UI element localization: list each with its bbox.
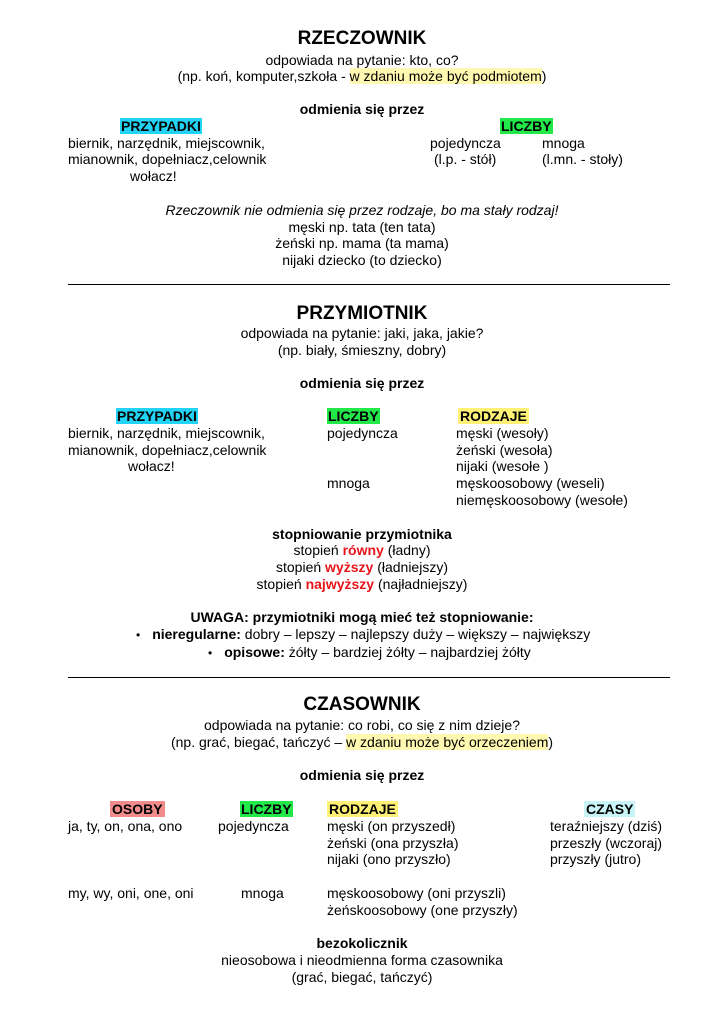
przymiotnik-rodzaj-item: męski (wesoły): [456, 425, 549, 441]
stopien-rowny: stopień równy (ładny): [293, 542, 431, 558]
przymiotnik-odmiana: odmienia się przez: [299, 375, 425, 391]
czasownik-rodzaj-item: męskoosobowy (oni przyszli): [327, 885, 506, 901]
przymiotnik-pojedyncza: pojedyncza: [327, 425, 398, 441]
rzeczownik-example: (np. koń, komputer,szkoła - w zdaniu może być podmiotem): [177, 68, 547, 84]
rzeczownik-title: RZECZOWNIK: [297, 28, 427, 49]
przymiotnik-przypadki-line: mianownik, dopełniacz,celownik: [68, 442, 267, 458]
przymiotnik-mnoga: mnoga: [327, 475, 370, 491]
bullet-icon: •: [136, 628, 141, 642]
nieregularne-item: • nieregularne: dobry – lepszy – najlepszy duży – większy – największy: [136, 626, 591, 642]
czasownik-example: (np. grać, biegać, tańczyć – w zdaniu może być orzeczeniem): [170, 734, 554, 750]
podmiot-highlight: w zdaniu może być podmiotem: [349, 68, 542, 84]
rzeczownik-odmiana: odmienia się przez: [299, 101, 425, 117]
czasownik-osoby-mn: my, wy, oni, one, oni: [68, 885, 194, 901]
przymiotnik-rodzaj-item: nijaki (wesołe ): [456, 458, 549, 474]
rzeczownik-poj-example: (l.p. - stół): [434, 151, 497, 167]
przymiotnik-przypadki-line: biernik, narzędnik, miejscownik,: [68, 425, 265, 441]
rzeczownik-rodzaj-line: nijaki dziecko (to dziecko): [282, 252, 442, 268]
section-divider: [68, 284, 670, 285]
czasownik-title: CZASOWNIK: [303, 694, 421, 715]
czasownik-rodzaj-item: żeński (ona przyszła): [327, 835, 459, 851]
przymiotnik-rodzaj-item: żeński (wesoła): [456, 442, 553, 458]
rzeczownik-przypadki-line: biernik, narzędnik, miejscownik,: [68, 135, 265, 151]
rzeczownik-pojedyncza: pojedyncza: [430, 135, 501, 151]
czasownik-rodzaj-item: męski (on przyszedł): [327, 818, 456, 834]
przymiotnik-rodzaj-item: męskoosobowy (weseli): [456, 475, 605, 491]
rzeczownik-question: odpowiada na pytanie: kto, co?: [265, 52, 459, 68]
czasownik-czas-item: teraźniejszy (dziś): [550, 818, 663, 834]
rzeczownik-rodzaj-line: żeński np. mama (ta mama): [275, 235, 449, 251]
orzeczenie-highlight: w zdaniu może być orzeczeniem: [346, 734, 549, 750]
czasownik-osoby-poj: ja, ty, on, ona, ono: [68, 818, 183, 834]
rzeczownik-przypadki-line: mianownik, dopełniacz,celownik: [68, 151, 267, 167]
uwaga-note: UWAGA: przymiotniki mogą mieć też stopniowanie:: [190, 609, 534, 625]
przymiotnik-question: odpowiada na pytanie: jaki, jaka, jakie?: [240, 325, 484, 341]
rzeczownik-mn-example: (l.mn. - stoły): [542, 151, 623, 167]
section-divider: [68, 677, 670, 678]
opisowe-item: • opisowe: żółty – bardziej żółty – najbardziej żółty: [208, 644, 531, 660]
przymiotnik-title: PRZYMIOTNIK: [296, 303, 428, 324]
rzeczownik-przypadki-line: wołacz!: [130, 168, 177, 184]
czasownik-rodzaj-item: nijaki (ono przyszło): [327, 851, 451, 867]
stopien-wyzszy: stopień wyższy (ładniejszy): [276, 559, 448, 575]
stopniowanie-title: stopniowanie przymiotnika: [272, 526, 452, 542]
przymiotnik-rodzaj-item: niemęskoosobowy (wesołe): [456, 492, 628, 508]
przymiotnik-liczby-label: LICZBY: [328, 408, 379, 424]
czasownik-czas-item: przeszły (wczoraj): [550, 835, 663, 851]
czasownik-mnoga: mnoga: [241, 885, 284, 901]
bezokolicznik-desc: nieosobowa i nieodmienna forma czasownika: [221, 952, 503, 968]
czasownik-question: odpowiada na pytanie: co robi, co się z nim dzieje?: [204, 717, 520, 733]
przymiotnik-przypadki-line: wołacz!: [128, 458, 175, 474]
rzeczownik-liczby-label: LICZBY: [501, 118, 552, 134]
bezokolicznik-title: bezokolicznik: [316, 935, 408, 951]
bezokolicznik-example: (grać, biegać, tańczyć): [291, 969, 433, 985]
przymiotnik-przypadki-label: PRZYPADKI: [117, 408, 197, 424]
czasownik-liczby-label: LICZBY: [241, 801, 292, 817]
czasownik-odmiana: odmienia się przez: [299, 767, 425, 783]
rzeczownik-rodzaj-note: Rzeczownik nie odmienia się przez rodzaje, bo ma stały rodzaj!: [165, 202, 559, 218]
rzeczownik-mnoga: mnoga: [542, 135, 585, 151]
przymiotnik-rodzaje-label: RODZAJE: [460, 408, 527, 424]
czasownik-rodzaje-label: RODZAJE: [329, 801, 396, 817]
rzeczownik-rodzaj-line: męski np. tata (ten tata): [288, 219, 436, 235]
czasownik-czasy-label: CZASY: [586, 801, 634, 817]
rzeczownik-przypadki-label: PRZYPADKI: [121, 118, 201, 134]
stopien-najwyzszy: stopień najwyższy (najładniejszy): [256, 576, 468, 592]
przymiotnik-example: (np. biały, śmieszny, dobry): [277, 342, 447, 358]
czasownik-pojedyncza: pojedyncza: [218, 818, 289, 834]
bullet-icon: •: [208, 646, 213, 660]
czasownik-osoby-label: OSOBY: [112, 801, 163, 817]
czasownik-rodzaj-item: żeńskoosobowy (one przyszły): [327, 902, 518, 918]
czasownik-czas-item: przyszły (jutro): [550, 851, 642, 867]
